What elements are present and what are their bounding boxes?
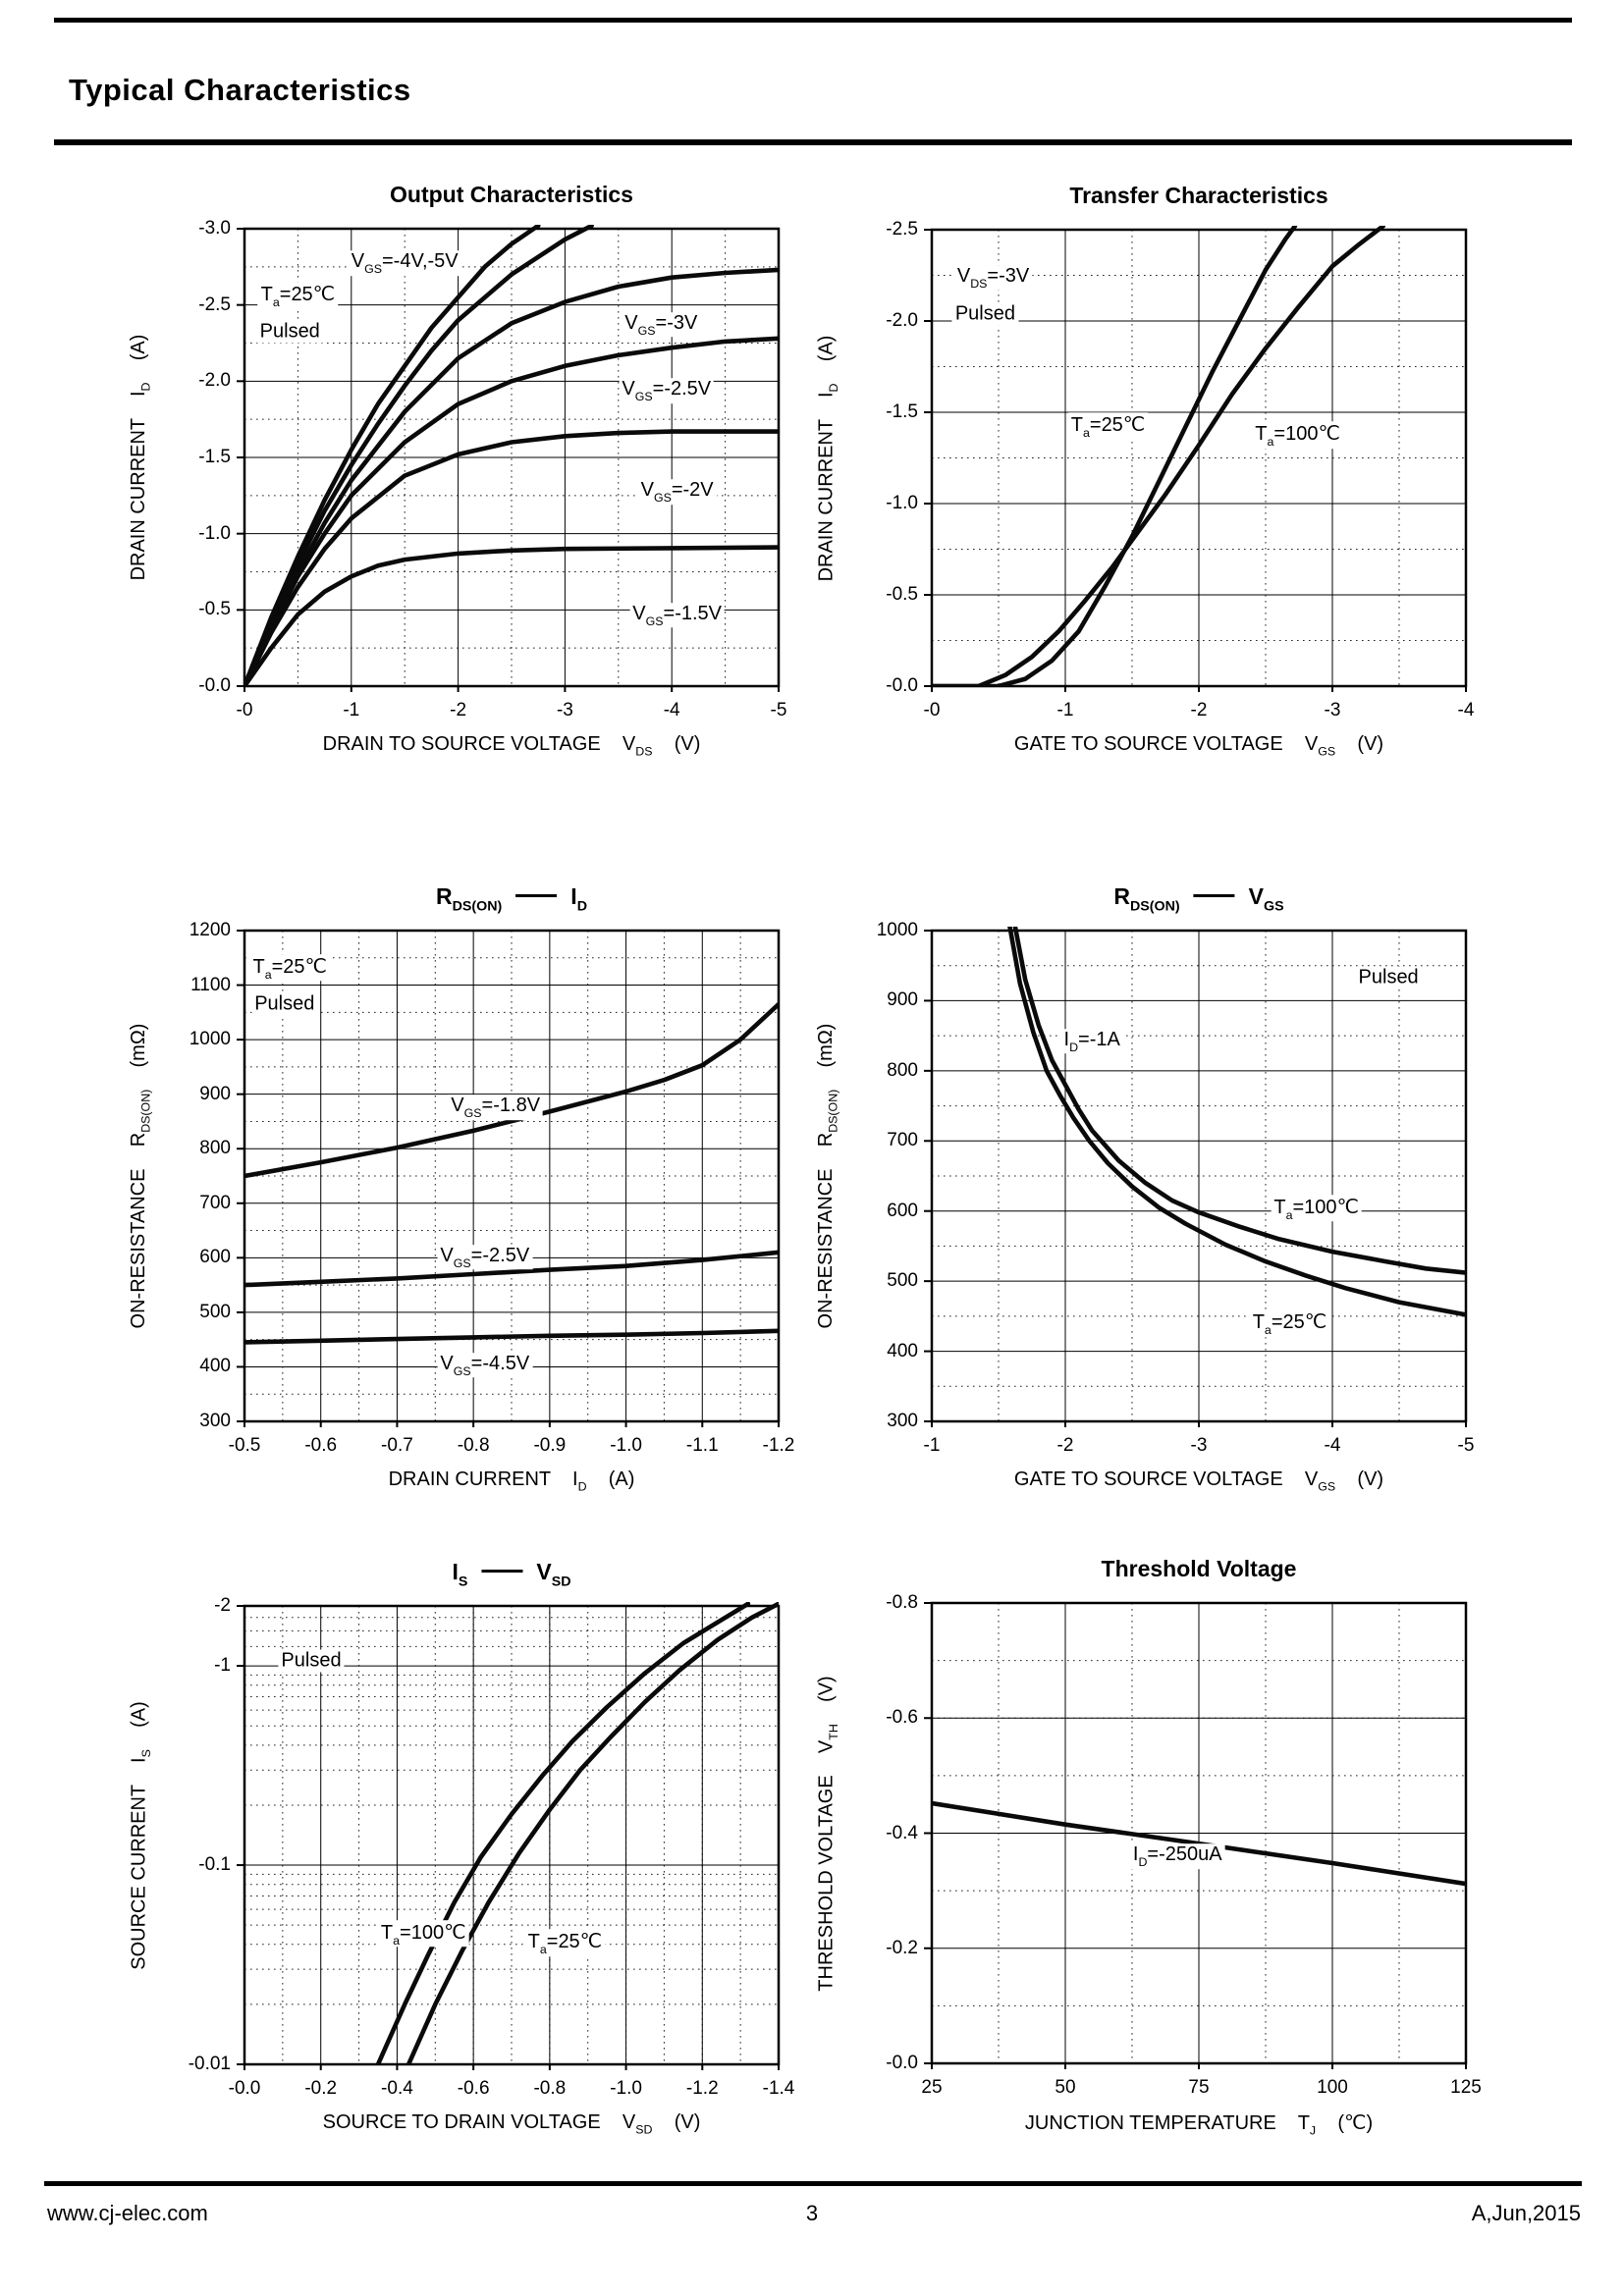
y-tick-label: 1200 — [189, 920, 231, 940]
plot-annotation — [1130, 1843, 1225, 1869]
x-axis-title-rdson-id — [389, 1468, 635, 1494]
subscript-text: TH — [826, 1723, 840, 1740]
subscript-text: DS(ON) — [452, 898, 503, 915]
subscript-text: D — [1069, 1040, 1079, 1054]
x-tick-label: 50 — [1055, 2077, 1076, 2098]
text-segment: V — [622, 2111, 636, 2133]
chart-title-output-characteristics — [390, 182, 633, 208]
text-segment: I — [570, 883, 577, 909]
text-segment: =25℃ — [546, 1931, 603, 1953]
text-segment: T — [1252, 1311, 1265, 1334]
x-tick-label: -1 — [923, 1435, 941, 1456]
text-segment: =-250uA — [1147, 1843, 1222, 1866]
y-tick-label: 400 — [887, 1340, 918, 1362]
plot-annotation — [1061, 1029, 1123, 1054]
subscript-text: DS(ON) — [138, 1089, 153, 1133]
chart-title-rdson-id — [436, 883, 587, 914]
text-segment: =100℃ — [400, 1922, 466, 1945]
plot-annotation — [258, 282, 339, 309]
subscript-text: D — [576, 898, 587, 915]
text-segment: =-4V,-5V — [381, 250, 459, 273]
y-tick-label: 500 — [199, 1301, 231, 1322]
x-tick-label: -4 — [1457, 700, 1475, 721]
y-tick-label: -0.0 — [198, 675, 231, 696]
subscript-text: D — [138, 382, 153, 392]
text-segment: R — [128, 1132, 149, 1148]
plot-annotation — [251, 993, 317, 1016]
x-axis-title-transfer-characteristics — [1014, 733, 1383, 759]
text-segment: =-1A — [1078, 1028, 1120, 1050]
subscript-text: a — [272, 294, 280, 309]
x-tick-label: -1 — [1056, 700, 1074, 721]
x-tick-label: -2 — [450, 700, 467, 721]
x-tick-label: -0.5 — [228, 1435, 261, 1456]
x-tick-label: 75 — [1188, 2077, 1210, 2098]
text-segment: I — [572, 1468, 578, 1490]
x-tick-label: -2 — [1056, 1435, 1074, 1456]
x-tick-label: -3 — [1190, 1435, 1208, 1456]
subscript-text: D — [577, 1479, 587, 1494]
plot-annotation — [1252, 421, 1343, 449]
title-underline-rule — [54, 139, 1572, 145]
y-tick-label: -0.01 — [188, 2054, 231, 2074]
text-segment: V — [351, 250, 365, 273]
text-segment: (V) — [815, 1675, 837, 1724]
text-segment: DRAIN CURRENT — [128, 397, 149, 581]
y-tick-label: -2.5 — [886, 219, 918, 240]
x-tick-label: -4 — [663, 700, 680, 721]
text-segment: Output Characteristics — [390, 182, 633, 207]
text-segment: =-3V — [655, 312, 698, 335]
subscript-text: GS — [653, 490, 672, 505]
curve-ta=25c — [932, 226, 1295, 686]
text-segment: T — [527, 1931, 540, 1953]
subscript-text: DS — [635, 744, 653, 759]
x-tick-label: -0.6 — [457, 2078, 490, 2099]
text-segment: (A) — [128, 1700, 149, 1749]
plot-annotation — [629, 603, 725, 628]
text-segment: DRAIN CURRENT — [388, 1468, 573, 1490]
y-axis-title-threshold-voltage — [812, 1603, 839, 2063]
subscript-text: a — [1264, 1322, 1272, 1337]
x-tick-label: -0.9 — [533, 1435, 567, 1456]
x-tick-label: -1.0 — [610, 2078, 642, 2099]
y-tick-label: -2.0 — [886, 310, 918, 331]
x-tick-label: -5 — [770, 700, 787, 721]
page-title: Typical Characteristics — [69, 73, 411, 107]
footer-rule — [44, 2181, 1582, 2186]
x-tick-label: -0 — [923, 700, 941, 721]
text-segment: R — [1113, 883, 1131, 909]
text-segment: DRAIN CURRENT — [815, 397, 837, 581]
subscript-text: GS — [453, 1363, 471, 1378]
x-axis-title-rdson-vgs — [1014, 1468, 1383, 1494]
x-tick-label: -3 — [556, 700, 573, 721]
y-tick-label: 700 — [199, 1192, 231, 1213]
x-axis-title-output-characteristics — [323, 733, 701, 759]
subscript-text: DS — [970, 276, 988, 291]
y-tick-label: 1000 — [876, 920, 918, 940]
text-segment: V — [1304, 733, 1319, 755]
y-tick-label: -3.0 — [198, 218, 231, 239]
y-tick-label: 500 — [887, 1270, 918, 1292]
y-axis-title-is-vsd — [125, 1606, 152, 2064]
x-tick-label: -3 — [1324, 700, 1341, 721]
y-tick-label: -1.0 — [886, 493, 918, 513]
y-tick-label: -0.0 — [886, 2053, 918, 2073]
text-segment: T — [1255, 423, 1268, 446]
y-tick-label: 800 — [887, 1059, 918, 1081]
subscript-text: GS — [364, 261, 382, 276]
text-segment: =-4.5V — [470, 1352, 530, 1374]
chart-title-is-vsd — [452, 1559, 570, 1589]
subscript-text: DS(ON) — [826, 1089, 840, 1133]
text-segment: V — [624, 312, 638, 335]
y-axis-title-rdson-vgs — [812, 931, 839, 1421]
text-segment: I — [128, 391, 149, 397]
x-tick-label: -4 — [1324, 1435, 1341, 1456]
text-segment: R — [436, 883, 453, 909]
curve-ta=25c — [408, 1604, 779, 2064]
y-tick-label: -0.1 — [198, 1854, 231, 1876]
x-tick-label: -1.4 — [762, 2078, 795, 2099]
subscript-text: SD — [635, 2122, 653, 2137]
subscript-text: GS — [634, 390, 653, 404]
text-segment: =-2V — [671, 479, 714, 502]
top-rule — [54, 18, 1572, 23]
text-segment: (V) — [1335, 1468, 1384, 1490]
x-tick-label: -0.8 — [533, 2078, 567, 2099]
x-tick-label: -1.1 — [685, 1435, 719, 1456]
text-segment: T — [1297, 2112, 1310, 2134]
plot-annotation — [1271, 1195, 1362, 1222]
x-axis-title-threshold-voltage — [1025, 2110, 1373, 2138]
plot-annotation — [638, 479, 717, 505]
text-segment: (A) — [815, 335, 837, 383]
plot-annotation — [525, 1929, 606, 1956]
x-tick-label: -0.7 — [381, 1435, 413, 1456]
text-segment: I — [1132, 1843, 1139, 1866]
text-segment: R — [815, 1132, 837, 1148]
subscript-text: a — [264, 967, 272, 982]
plot-annotation — [952, 303, 1018, 326]
y-tick-label: 900 — [199, 1083, 231, 1104]
text-segment: THRESHOLD VOLTAGE — [815, 1752, 837, 1992]
text-segment: V — [815, 1739, 837, 1753]
subscript-text: J — [1309, 2123, 1317, 2138]
plot-annotation — [278, 1650, 344, 1673]
x-tick-label: -0.0 — [228, 2078, 261, 2099]
y-tick-label: -0.4 — [886, 1822, 918, 1843]
y-axis-title-output-characteristics — [125, 229, 152, 686]
y-tick-label: -1 — [214, 1655, 231, 1677]
subscript-text: GS — [645, 614, 664, 628]
text-segment: =25℃ — [279, 283, 336, 305]
subscript-text: GS — [1318, 1479, 1336, 1494]
text-segment: =25℃ — [271, 955, 327, 978]
y-axis-title-rdson-id — [125, 931, 152, 1421]
x-tick-label: -2 — [1190, 700, 1208, 721]
plot-annotation — [349, 250, 461, 276]
text-segment: T — [252, 955, 265, 978]
y-tick-label: -2.5 — [198, 294, 231, 315]
plot-annotation — [378, 1920, 469, 1948]
text-segment: I — [815, 391, 837, 398]
y-tick-label: 1100 — [190, 974, 231, 995]
y-tick-label: -1.5 — [198, 447, 231, 467]
plot-annotation — [437, 1245, 532, 1270]
title-dash — [515, 894, 557, 897]
x-tick-label: -0.4 — [381, 2078, 413, 2099]
x-tick-label: -1.2 — [762, 1435, 795, 1456]
text-segment: V — [622, 378, 635, 400]
text-segment: Pulsed — [281, 1649, 342, 1672]
y-tick-label: -0.5 — [886, 584, 918, 605]
y-tick-label: 800 — [199, 1138, 231, 1159]
subscript-text: a — [1285, 1207, 1293, 1222]
footer-page-number: 3 — [805, 2201, 819, 2225]
text-segment: V — [440, 1244, 454, 1266]
y-tick-label: 300 — [887, 1411, 918, 1431]
subscript-text: S — [138, 1748, 153, 1757]
text-segment: T — [260, 283, 273, 305]
y-tick-label: -2 — [214, 1595, 231, 1616]
y-tick-label: 400 — [199, 1356, 231, 1377]
text-segment: T — [1070, 414, 1083, 437]
text-segment: =-2.5V — [470, 1244, 530, 1266]
plot-annotation — [257, 320, 323, 343]
text-segment: ON-RESISTANCE — [128, 1147, 149, 1329]
text-segment: SOURCE CURRENT — [128, 1762, 149, 1970]
y-tick-label: 900 — [887, 989, 918, 1011]
x-tick-label: 100 — [1317, 2077, 1348, 2098]
y-tick-label: -2.0 — [198, 370, 231, 392]
subscript-text: GS — [1264, 898, 1284, 915]
text-segment: (mΩ) — [815, 1023, 837, 1090]
subscript-text: a — [1267, 435, 1274, 450]
plot-annotation — [249, 954, 330, 982]
text-segment: I — [1063, 1028, 1070, 1050]
x-tick-label: -1.2 — [685, 2078, 719, 2099]
chart-plot-threshold-voltage — [918, 1589, 1480, 2077]
footer-website: www.cj-elec.com — [47, 2201, 208, 2225]
text-segment: =25℃ — [1271, 1311, 1327, 1334]
x-tick-label: -1.0 — [610, 1435, 642, 1456]
text-segment: T — [1273, 1196, 1286, 1218]
x-tick-label: -5 — [1457, 1435, 1475, 1456]
subscript-text: D — [1138, 1854, 1148, 1869]
subscript-text: DS(ON) — [1130, 898, 1180, 915]
text-segment: GATE TO SOURCE VOLTAGE — [1013, 1468, 1305, 1490]
text-segment: V — [956, 265, 971, 288]
subscript-text: GS — [637, 323, 656, 338]
text-segment: Pulsed — [254, 992, 315, 1015]
text-segment: ON-RESISTANCE — [815, 1147, 837, 1329]
subscript-text: a — [393, 1933, 401, 1948]
y-tick-label: -0.5 — [198, 599, 231, 620]
x-tick-label: -1 — [343, 700, 360, 721]
x-axis-title-is-vsd — [323, 2111, 701, 2137]
subscript-text: GS — [453, 1255, 471, 1270]
x-tick-label: -0 — [236, 700, 253, 721]
text-segment: (V) — [652, 2111, 701, 2133]
subscript-text: SD — [551, 1574, 571, 1590]
subscript-text: S — [458, 1574, 468, 1590]
text-segment: Pulsed — [954, 302, 1015, 325]
curve-ta=100c — [378, 1604, 748, 2064]
text-segment: V — [622, 733, 636, 755]
y-tick-label: 300 — [199, 1411, 231, 1431]
text-segment: I — [128, 1756, 149, 1763]
text-segment: (mΩ) — [128, 1023, 149, 1090]
text-segment: =-2.5V — [652, 378, 712, 400]
text-segment: V — [451, 1095, 464, 1117]
text-segment: GATE TO SOURCE VOLTAGE — [1013, 733, 1305, 755]
text-segment: V — [640, 479, 654, 502]
text-segment: =-1.8V — [481, 1095, 541, 1117]
text-segment: =100℃ — [1292, 1196, 1359, 1218]
plot-annotation — [619, 379, 714, 404]
plot-annotation — [954, 265, 1032, 291]
x-tick-label: -0.6 — [304, 1435, 338, 1456]
plot-annotation — [437, 1353, 532, 1378]
subscript-text: D — [826, 382, 840, 392]
text-segment: =100℃ — [1273, 423, 1340, 446]
plot-annotation — [622, 312, 700, 338]
y-tick-label: -0.0 — [886, 675, 918, 696]
text-segment: =-3V — [987, 265, 1030, 288]
x-tick-label: -0.2 — [304, 2078, 338, 2099]
text-segment: =-1.5V — [663, 602, 722, 624]
footer-revision-date: A,Jun,2015 — [1471, 2201, 1581, 2225]
text-segment: T — [380, 1922, 394, 1945]
x-tick-label: -0.8 — [457, 1435, 490, 1456]
curve-ta=100c — [932, 226, 1383, 686]
y-tick-label: 600 — [887, 1200, 918, 1221]
plot-annotation — [1356, 966, 1422, 988]
text-segment: I — [452, 1559, 459, 1584]
x-tick-label: 25 — [921, 2077, 943, 2098]
y-tick-label: -0.8 — [886, 1592, 918, 1613]
text-segment: Transfer Characteristics — [1069, 183, 1328, 208]
y-tick-label: -1.5 — [886, 401, 918, 422]
text-segment: V — [1248, 883, 1265, 909]
plot-annotation — [1068, 412, 1149, 440]
text-segment: SOURCE TO DRAIN VOLTAGE — [322, 2111, 623, 2133]
text-segment: V — [440, 1352, 454, 1374]
text-segment: (A) — [586, 1468, 635, 1490]
y-axis-title-transfer-characteristics — [812, 230, 839, 686]
chart-plot-rdson-vgs — [918, 917, 1480, 1435]
chart-title-threshold-voltage — [1102, 1556, 1297, 1582]
y-tick-label: -0.6 — [886, 1707, 918, 1729]
text-segment: (℃) — [1316, 2112, 1374, 2134]
title-dash — [481, 1570, 522, 1573]
text-segment: Pulsed — [259, 320, 320, 343]
y-tick-label: 600 — [199, 1247, 231, 1268]
subscript-text: GS — [463, 1105, 482, 1120]
y-tick-label: 700 — [887, 1130, 918, 1151]
text-segment: V — [1304, 1468, 1319, 1490]
text-segment: =25℃ — [1089, 414, 1146, 437]
text-segment: Threshold Voltage — [1101, 1556, 1297, 1581]
text-segment: Pulsed — [1358, 966, 1419, 988]
text-segment: JUNCTION TEMPERATURE — [1024, 2112, 1298, 2134]
plot-annotation — [448, 1095, 543, 1120]
title-dash — [1194, 894, 1235, 897]
text-segment: (A) — [128, 334, 149, 383]
subscript-text: GS — [1318, 744, 1336, 759]
plot-annotation — [1250, 1309, 1330, 1337]
y-tick-label: -1.0 — [198, 522, 231, 544]
text-segment: (V) — [1335, 733, 1384, 755]
subscript-text: a — [1082, 425, 1090, 440]
y-tick-label: -0.2 — [886, 1937, 918, 1958]
y-tick-label: 1000 — [189, 1029, 231, 1050]
text-segment: V — [536, 1559, 552, 1584]
x-tick-label: 125 — [1450, 2077, 1482, 2098]
text-segment: DRAIN TO SOURCE VOLTAGE — [322, 733, 623, 755]
chart-title-rdson-vgs — [1113, 883, 1283, 914]
text-segment: (V) — [652, 733, 701, 755]
chart-title-transfer-characteristics — [1069, 183, 1327, 209]
subscript-text: a — [539, 1943, 547, 1957]
text-segment: V — [632, 602, 646, 624]
